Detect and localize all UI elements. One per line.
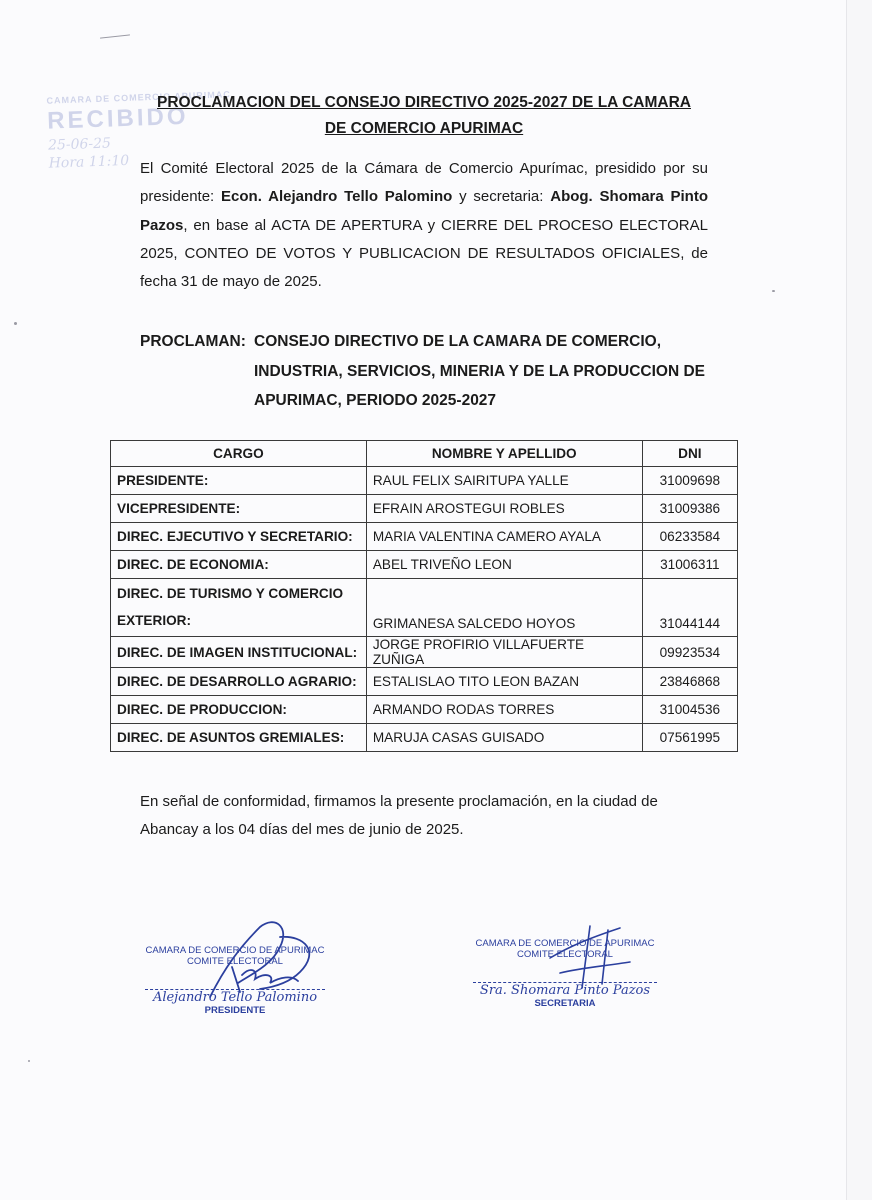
table-row <box>111 523 738 551</box>
table-row <box>111 696 738 724</box>
nombre-cell: JORGE PROFIRIO VILLAFUERTE ZUÑIGA <box>366 637 642 668</box>
dni-cell: 31004536 <box>642 696 737 724</box>
nombre-cell: MARIA VALENTINA CAMERO AYALA <box>366 523 642 551</box>
cargo-cell: DIREC. DE ECONOMIA: <box>111 551 367 579</box>
president-name: Econ. Alejandro Tello Palomino <box>221 188 453 206</box>
table-row <box>111 551 738 579</box>
cargo-cell: DIREC. DE ASUNTOS GREMIALES: <box>111 724 367 752</box>
sig-org-line: CAMARA DE COMERCIO DE APURIMAC <box>475 938 655 949</box>
table-row <box>111 467 738 495</box>
nombre-cell: EFRAIN AROSTEGUI ROBLES <box>366 495 642 523</box>
proclaman-text: CONSEJO DIRECTIVO DE LA CAMARA DE COMERCIO, INDUSTRIA, SERVICIOS, MINERIA Y DE LA PRODUCCION DE APURIMAC, PERIODO 2025-2027 <box>254 333 705 409</box>
cargo-cell: VICEPRESIDENTE: <box>111 495 367 523</box>
cargo-cell: DIREC. EJECUTIVO Y SECRETARIO: <box>111 523 367 551</box>
table-header-row <box>111 441 738 467</box>
signature-block-secretary <box>470 938 660 1009</box>
intro-paragraph <box>140 155 708 296</box>
signatory-role: SECRETARIA <box>534 998 596 1009</box>
dni-cell: 06233584 <box>642 523 737 551</box>
nombre-cell: ARMANDO RODAS TORRES <box>366 696 642 724</box>
dni-cell: 31009698 <box>642 467 737 495</box>
scan-speck <box>28 1060 30 1062</box>
proclaman-label: PROCLAMAN: <box>140 333 246 350</box>
header-cargo: CARGO <box>111 441 367 467</box>
cargo-cell: DIREC. DE DESARROLLO AGRARIO: <box>111 668 367 696</box>
signatory-name: Alejandro Tello Palomino <box>152 990 318 1005</box>
officers-table <box>110 440 738 752</box>
intro-part2: y secretaria: <box>452 188 551 206</box>
scan-speck <box>14 322 17 325</box>
table-row <box>111 637 738 668</box>
secretary-name: Abog. Shomara Pinto Pazos <box>140 188 709 234</box>
stamp-recibido: RECIBIDO <box>46 102 189 135</box>
stamp-org: CAMARA DE COMERCIO APURIMAC <box>46 89 231 106</box>
table-row <box>111 668 738 696</box>
stamp-time: Hora 11:10 <box>48 152 130 172</box>
scan-speck <box>772 290 775 292</box>
table-row <box>111 724 738 752</box>
signature-block-president <box>140 945 330 1016</box>
dni-cell: 07561995 <box>642 724 737 752</box>
dni-cell: 09923534 <box>642 637 737 668</box>
nombre-cell: MARUJA CASAS GUISADO <box>366 724 642 752</box>
stamp-date: 25-06-25 <box>47 135 112 154</box>
sig-org-line: CAMARA DE COMERCIO DE APURIMAC <box>145 945 325 956</box>
nombre-cell: RAUL FELIX SAIRITUPA YALLE <box>366 467 642 495</box>
dni-cell: 31044144 <box>642 579 737 637</box>
intro-part1: El Comité Electoral 2025 de la Cámara de Comercio Apurímac, presidido por su presidente: <box>140 160 708 206</box>
cargo-cell: DIREC. DE TURISMO Y COMERCIO EXTERIOR: <box>111 579 367 637</box>
header-dni: DNI <box>642 441 737 467</box>
nombre-cell: ESTALISLAO TITO LEON BAZAN <box>366 668 642 696</box>
table-row <box>111 495 738 523</box>
table-row <box>111 579 738 637</box>
intro-part3: , en base al ACTA DE APERTURA y CIERRE DEL PROCESO ELECTORAL 2025, CONTEO DE VOTOS Y PUBLICACION DE RESULTADOS OFICIALES, de fecha 31 de mayo de 2025. <box>140 216 708 291</box>
sig-committee-line: COMITE ELECTORAL <box>187 956 283 967</box>
cargo-cell: PRESIDENTE: <box>111 467 367 495</box>
header-nombre: NOMBRE Y APELLIDO <box>366 441 642 467</box>
signatory-name: Sra. Shomara Pinto Pazos <box>479 983 651 998</box>
cargo-cell: DIREC. DE PRODUCCION: <box>111 696 367 724</box>
document-title: PROCLAMACION DEL CONSEJO DIRECTIVO 2025-2027 DE LA CAMARA DE COMERCIO APURIMAC <box>157 94 691 137</box>
dni-cell: 31009386 <box>642 495 737 523</box>
nombre-cell: ABEL TRIVEÑO LEON <box>366 551 642 579</box>
dni-cell: 23846868 <box>642 668 737 696</box>
sig-committee-line: COMITE ELECTORAL <box>517 949 613 960</box>
closing-paragraph: En señal de conformidad, firmamos la presente proclamación, en la ciudad de Abancay a los 04 días del mes de junio de 2025. <box>140 793 658 838</box>
dni-cell: 31006311 <box>642 551 737 579</box>
nombre-cell: GRIMANESA SALCEDO HOYOS <box>366 579 642 637</box>
signatory-role: PRESIDENTE <box>204 1005 266 1016</box>
cargo-cell: DIREC. DE IMAGEN INSTITUCIONAL: <box>111 637 367 668</box>
